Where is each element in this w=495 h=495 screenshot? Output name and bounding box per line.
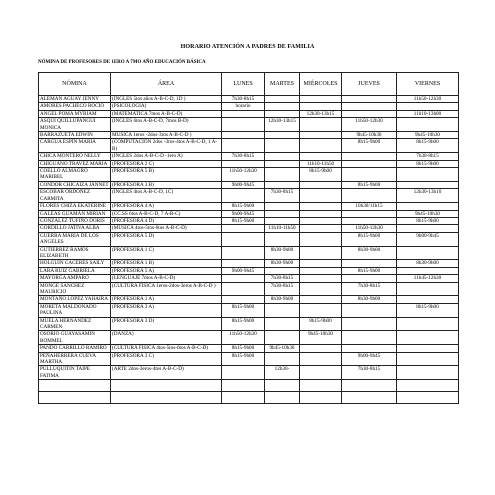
table-row — [39, 153, 459, 160]
table-row — [39, 345, 459, 352]
cell-lunes — [222, 260, 265, 267]
cell-miercoles — [300, 275, 342, 282]
table-row — [39, 267, 459, 274]
cell-lunes — [222, 118, 265, 132]
cell-viernes — [397, 267, 459, 274]
cell-lunes: 8h15-9h00 — [222, 303, 265, 317]
cell-jueves: 8h15-9h00 — [342, 181, 397, 188]
empty-cell — [300, 380, 342, 392]
table-row — [39, 189, 459, 203]
empty-cell — [111, 380, 222, 392]
table-row — [39, 275, 459, 282]
cell-nomina: MONTAÑO LOPEZ YAHAIRA — [39, 296, 111, 303]
cell-nomina: FLORES CHIZA EKATERINE — [39, 203, 111, 210]
cell-martes — [265, 168, 300, 182]
cell-lunes — [222, 139, 265, 153]
cell-miercoles — [300, 139, 342, 153]
cell-jueves: 7h30-8h15 — [342, 282, 397, 296]
cell-area: (PROFESORA 3 C) — [111, 352, 222, 366]
cell-nomina: CHIGUANO TRAVEZ MARIA — [39, 160, 111, 167]
cell-viernes: 9h45-10h30 — [397, 132, 459, 139]
cell-jueves: 8h15-9h00 — [342, 139, 397, 153]
cell-nomina: COELLO ALMAGRO MARIBEL — [39, 168, 111, 182]
cell-nomina: GONZALEZ TUFIÑO DORIS — [39, 217, 111, 224]
cell-lunes: 8h15-9h00 — [222, 352, 265, 366]
cell-jueves: 10h30/11h15 — [342, 203, 397, 210]
cell-nomina: ASQUI QUILLUPANGUI MONICA — [39, 118, 111, 132]
cell-viernes — [397, 168, 459, 182]
cell-viernes: 12h30-13h10 — [397, 189, 459, 203]
cell-viernes — [397, 317, 459, 331]
cell-jueves — [342, 103, 397, 110]
cell-viernes — [397, 181, 459, 188]
cell-area: (PROFESORA 5 D) — [111, 232, 222, 246]
cell-area: (PROFESORA 3 A) — [111, 303, 222, 317]
header-miercoles: MIÉRCOLES — [300, 73, 342, 96]
empty-cell — [300, 392, 342, 404]
cell-miercoles — [300, 132, 342, 139]
cell-area: (PROFESORA 1 B) — [111, 260, 222, 267]
cell-miercoles — [300, 181, 342, 188]
cell-lunes: 9h00-9h45 — [222, 267, 265, 274]
cell-martes — [265, 153, 300, 160]
table-row — [39, 303, 459, 317]
cell-nomina: PANDO CARRILLO RAMIRO — [39, 345, 111, 352]
cell-miercoles — [300, 203, 342, 210]
cell-martes — [265, 139, 300, 153]
cell-martes — [265, 331, 300, 345]
cell-miercoles — [300, 267, 342, 274]
cell-miercoles: 8h15-9h00 — [300, 317, 342, 331]
cell-area: MUSICA 1eros -2dos-3ros A-B-C-D ) — [111, 132, 222, 139]
table-row — [39, 366, 459, 380]
cell-viernes: 8h15-9h00 — [397, 217, 459, 224]
cell-jueves: 9h00-9h45 — [342, 352, 397, 366]
cell-martes: 12h30-13h15 — [265, 118, 300, 132]
cell-nomina: CONDOR CHICAIZA JANNET — [40, 181, 109, 188]
table-row — [39, 232, 459, 246]
cell-area: (PROFESORA 4 A) — [111, 203, 222, 210]
schedule-table — [38, 72, 459, 404]
table-row — [39, 296, 459, 303]
cell-lunes: 8h15-9h00 — [222, 203, 265, 210]
cell-viernes: 11h45-12h30 — [397, 275, 459, 282]
cell-viernes — [397, 296, 459, 303]
cell-jueves — [342, 303, 397, 317]
cell-viernes — [397, 352, 459, 366]
table-row — [39, 282, 459, 296]
cell-martes: 8h30-9h00 — [265, 260, 300, 267]
cell-area: (PROFESORA 1 A) — [111, 296, 222, 303]
empty-cell — [39, 392, 111, 404]
cell-lunes: 8h15-9h00 — [222, 317, 265, 331]
cell-jueves — [342, 331, 397, 345]
cell-viernes: 8h15-9h00 — [397, 303, 459, 317]
cell-miercoles: 9h45-10h30 — [300, 331, 342, 345]
empty-row — [39, 380, 459, 392]
cell-area: (PSICOLOGIA) — [111, 103, 222, 110]
cell-nomina: GUTIERREZ RAMOS ELIZABETH — [39, 246, 111, 260]
table-row — [39, 217, 459, 224]
cell-martes — [265, 132, 300, 139]
cell-area: (PROFESORA 5 B) — [111, 168, 222, 182]
cell-lunes: 7h30-8h15 — [222, 153, 265, 160]
cell-jueves: 8h15-9h00 — [342, 232, 397, 246]
cell-nomina: LARA RUIZ GABRIELA — [39, 267, 111, 274]
cell-area: (PROFESORA 3 B) — [111, 181, 222, 188]
cell-viernes — [397, 246, 459, 260]
cell-viernes — [397, 103, 459, 110]
cell-lunes: 11h50-12h30 — [222, 331, 265, 345]
cell-miercoles — [300, 96, 342, 103]
table-row — [39, 110, 459, 117]
cell-martes: 11h10-11h50 — [265, 225, 300, 232]
cell-lunes: 11h50-12h30 — [222, 168, 265, 182]
table-row — [39, 160, 459, 167]
table-row — [39, 118, 459, 132]
empty-row — [39, 392, 459, 404]
cell-nomina: CHICA MONTERO NELLY — [39, 153, 111, 160]
empty-cell — [111, 392, 222, 404]
empty-cell — [397, 392, 459, 404]
cell-jueves: 11h50-12h30 — [342, 118, 397, 132]
header-viernes: VIERNES — [397, 73, 459, 96]
document-title: HORARIO ATENCIÓN A PADRES DE FAMILIA — [180, 44, 315, 50]
cell-miercoles — [300, 153, 342, 160]
cell-nomina: MAYORGA AMPARO — [39, 275, 111, 282]
cell-area: (MUSICA 4tos-5tos-6tos A-B-C-D) — [111, 225, 222, 232]
cell-martes — [265, 103, 300, 110]
cell-martes: 7h30-8h15 — [265, 282, 300, 296]
cell-nomina: BARRAZUETA EDWIN — [39, 132, 111, 139]
cell-nomina: AMORES PACHECO ROCIO — [39, 103, 111, 110]
cell-area: (INGLES 4tos A-B-C-D, 1C) — [111, 189, 222, 203]
cell-miercoles — [300, 118, 342, 132]
empty-cell — [265, 392, 300, 404]
cell-viernes: 9h45-10h30 — [397, 210, 459, 217]
cell-area: (PROFESORA 3 D) — [111, 317, 222, 331]
header-area: ÁREA — [111, 73, 222, 96]
cell-nomina: OSORIO GUAYASAMIN ROMMEL — [39, 331, 111, 345]
cell-area: (CULTURA FISICA 1eros-2dos-3eros A-B-C-D ) — [111, 282, 222, 296]
cell-miercoles — [300, 352, 342, 366]
cell-lunes — [222, 232, 265, 246]
header-jueves: JUEVES — [342, 73, 397, 96]
cell-viernes — [397, 366, 459, 380]
cell-miercoles: 8h15-9h00 — [300, 168, 342, 182]
cell-jueves: 7h30-8h15 — [342, 366, 397, 380]
table-row — [39, 181, 459, 188]
cell-miercoles — [300, 225, 342, 232]
header-nomina: NÓMINA — [39, 73, 111, 96]
cell-lunes: 9h00-9h45 — [222, 181, 265, 188]
table-body — [39, 96, 459, 380]
table-row — [39, 225, 459, 232]
cell-martes — [265, 210, 300, 217]
cell-area: (CULTURA FISICA 4tos-5tos-6tos A-B-C-D) — [111, 345, 222, 352]
empty-cell — [342, 380, 397, 392]
cell-nomina: MUELA HERNÁNDEZ CARMEN — [39, 317, 111, 331]
cell-area: (LENGUAJE 7mos A-B-C-D) — [111, 275, 222, 282]
cell-viernes: 7h30-8h15 — [397, 153, 459, 160]
cell-jueves: 8h15-9h00 — [342, 267, 397, 274]
cell-martes — [265, 217, 300, 224]
cell-jueves — [342, 317, 397, 331]
cell-nomina: GORDILLO JATIVA ALBA — [39, 225, 111, 232]
cell-jueves — [342, 345, 397, 352]
table-header-row — [39, 73, 459, 96]
cell-lunes: horario — [222, 103, 265, 110]
empty-cell — [342, 392, 397, 404]
header-martes: MARTES — [265, 73, 300, 96]
table-row — [39, 139, 459, 153]
cell-area: (COMPUTACIÓN 2dos -3ros-4tos A-B-C-D, 1 A-B) — [111, 139, 222, 153]
cell-jueves — [342, 275, 397, 282]
table-row — [39, 103, 459, 110]
cell-martes — [265, 303, 300, 317]
cell-lunes — [222, 160, 265, 167]
cell-martes — [265, 96, 300, 103]
empty-cell — [222, 392, 265, 404]
cell-jueves — [342, 160, 397, 167]
cell-lunes — [222, 275, 265, 282]
cell-jueves — [342, 210, 397, 217]
cell-lunes — [222, 225, 265, 232]
cell-martes — [265, 181, 300, 188]
cell-viernes — [397, 118, 459, 132]
cell-area: (INGLES 2dos A-B-C-D -1ero A) — [111, 153, 222, 160]
cell-jueves — [342, 110, 397, 117]
cell-lunes: 9h00-9h45 — [222, 210, 265, 217]
cell-miercoles — [300, 210, 342, 217]
cell-miercoles — [300, 246, 342, 260]
cell-martes — [265, 110, 300, 117]
cell-martes: 8h30-9h00 — [265, 246, 300, 260]
cell-martes — [265, 267, 300, 274]
cell-nomina: HOLGUIN CACERES SAILY — [39, 260, 111, 267]
cell-viernes — [397, 282, 459, 296]
cell-martes: 9h45-10h30 — [265, 345, 300, 352]
empty-cell — [265, 380, 300, 392]
cell-viernes: 8h15-9h00 — [397, 160, 459, 167]
cell-jueves: 8h30-9h00 — [342, 296, 397, 303]
cell-nomina: ALEMAN AGUAY JENNY — [39, 96, 111, 103]
cell-nomina: CARGUA ESPÍN MARÍA — [39, 139, 111, 153]
cell-lunes: 8h15-9h00 — [222, 345, 265, 352]
cell-area: (PROFESORA 4 D) — [111, 217, 222, 224]
cell-viernes — [397, 345, 459, 352]
cell-area: (PROFESORA 1 C) — [111, 246, 222, 260]
table-row — [39, 352, 459, 366]
cell-lunes — [222, 246, 265, 260]
cell-viernes: 8h30-9h00 — [397, 260, 459, 267]
cell-lunes — [222, 189, 265, 203]
cell-miercoles — [300, 217, 342, 224]
cell-miercoles — [300, 366, 342, 380]
cell-nomina: ESCOBAR ORDOÑEZ CARMITA — [39, 189, 111, 203]
cell-area: (CC.SS 6tos A-B-C-D, 7 A-B-C) — [111, 210, 222, 217]
cell-lunes — [222, 110, 265, 117]
table-row — [39, 210, 459, 217]
cell-lunes: 7h30-8h15 — [222, 96, 265, 103]
cell-miercoles — [300, 345, 342, 352]
cell-jueves — [342, 260, 397, 267]
cell-area: (PROFESORA 2 C) — [111, 160, 222, 167]
cell-miercoles — [300, 303, 342, 317]
cell-miercoles — [300, 103, 342, 110]
cell-lunes: 8h15-9h00 — [222, 217, 265, 224]
table-row — [39, 317, 459, 331]
cell-jueves: 11h50-12h30 — [342, 225, 397, 232]
cell-viernes — [397, 203, 459, 210]
cell-nomina: ANGEL POMA MYRIAM — [39, 110, 111, 117]
cell-martes — [265, 352, 300, 366]
table-row — [39, 132, 459, 139]
cell-jueves — [342, 189, 397, 203]
cell-lunes — [222, 296, 265, 303]
cell-area: (INGLES 6tos A-B-C-D, 7mos B-D) — [111, 118, 222, 132]
cell-nomina: GALEAS GUAMAN MIRIAN — [39, 210, 111, 217]
header-lunes: LUNES — [222, 73, 265, 96]
cell-jueves — [342, 153, 397, 160]
cell-viernes: 11h10-13h00 — [397, 110, 459, 117]
cell-area: (PROFESORA 5 A) — [111, 267, 222, 274]
cell-nomina: GUERRA MARIA DE LOS ANGELES — [39, 232, 111, 246]
cell-martes: 12h30- — [265, 366, 300, 380]
document-subtitle: NÓMINA DE PROFESORES DE 1ERO A 7MO AÑO EDUCACIÓN BÁSICA — [38, 60, 206, 65]
empty-cell — [397, 380, 459, 392]
cell-martes — [265, 232, 300, 246]
table-row — [39, 203, 459, 210]
cell-viernes: 11h50-12h30 — [397, 96, 459, 103]
cell-nomina: PULLUQUITIN TAIPE FATIMA — [39, 366, 111, 380]
cell-nomina: PEÑAHERRERA CUEVA MARTHA — [39, 352, 111, 366]
cell-miercoles — [300, 232, 342, 246]
cell-viernes — [397, 331, 459, 345]
cell-jueves — [342, 217, 397, 224]
cell-martes — [265, 203, 300, 210]
table-row — [39, 260, 459, 267]
cell-lunes — [222, 366, 265, 380]
cell-miercoles — [300, 189, 342, 203]
table-row — [39, 246, 459, 260]
cell-lunes — [222, 282, 265, 296]
cell-lunes — [222, 132, 265, 139]
cell-jueves: 9h45-10h30 — [342, 132, 397, 139]
cell-viernes: 9h00-9h45 — [397, 232, 459, 246]
cell-area: (DANZA) — [111, 331, 222, 345]
cell-miercoles — [300, 282, 342, 296]
cell-martes: 7h30-8h15 — [265, 189, 300, 203]
empty-cell — [222, 380, 265, 392]
cell-jueves — [342, 168, 397, 182]
table-row — [39, 331, 459, 345]
cell-nomina: MONGE SANCHEZ MAURICIO — [39, 282, 111, 296]
cell-area: (INGLES 5tos años A-B-C-D, 1D ) — [111, 96, 222, 103]
cell-miercoles — [300, 260, 342, 267]
cell-area: (MATEMATICA 7mos A-B-C-D) — [111, 110, 222, 117]
empty-cell — [39, 380, 111, 392]
cell-jueves: 8h30-9h00 — [342, 246, 397, 260]
cell-nomina: MORETA MALDONADO PAULINA — [39, 303, 111, 317]
cell-martes: 8h30-9h00 — [265, 296, 300, 303]
cell-jueves — [342, 96, 397, 103]
cell-miercoles: 12h30-13h15 — [300, 110, 342, 117]
cell-miercoles — [300, 296, 342, 303]
cell-miercoles: 11h10-11h50 — [300, 160, 342, 167]
cell-viernes — [397, 225, 459, 232]
table-row — [39, 96, 459, 103]
table-row — [39, 168, 459, 182]
cell-martes: 7h30-8h15 — [265, 275, 300, 282]
cell-viernes: 8h15-9h00 — [397, 139, 459, 153]
cell-martes — [265, 160, 300, 167]
cell-area: (ARTE 2dos-3eros-4tos A-B-C-D) — [111, 366, 222, 380]
cell-martes — [265, 317, 300, 331]
